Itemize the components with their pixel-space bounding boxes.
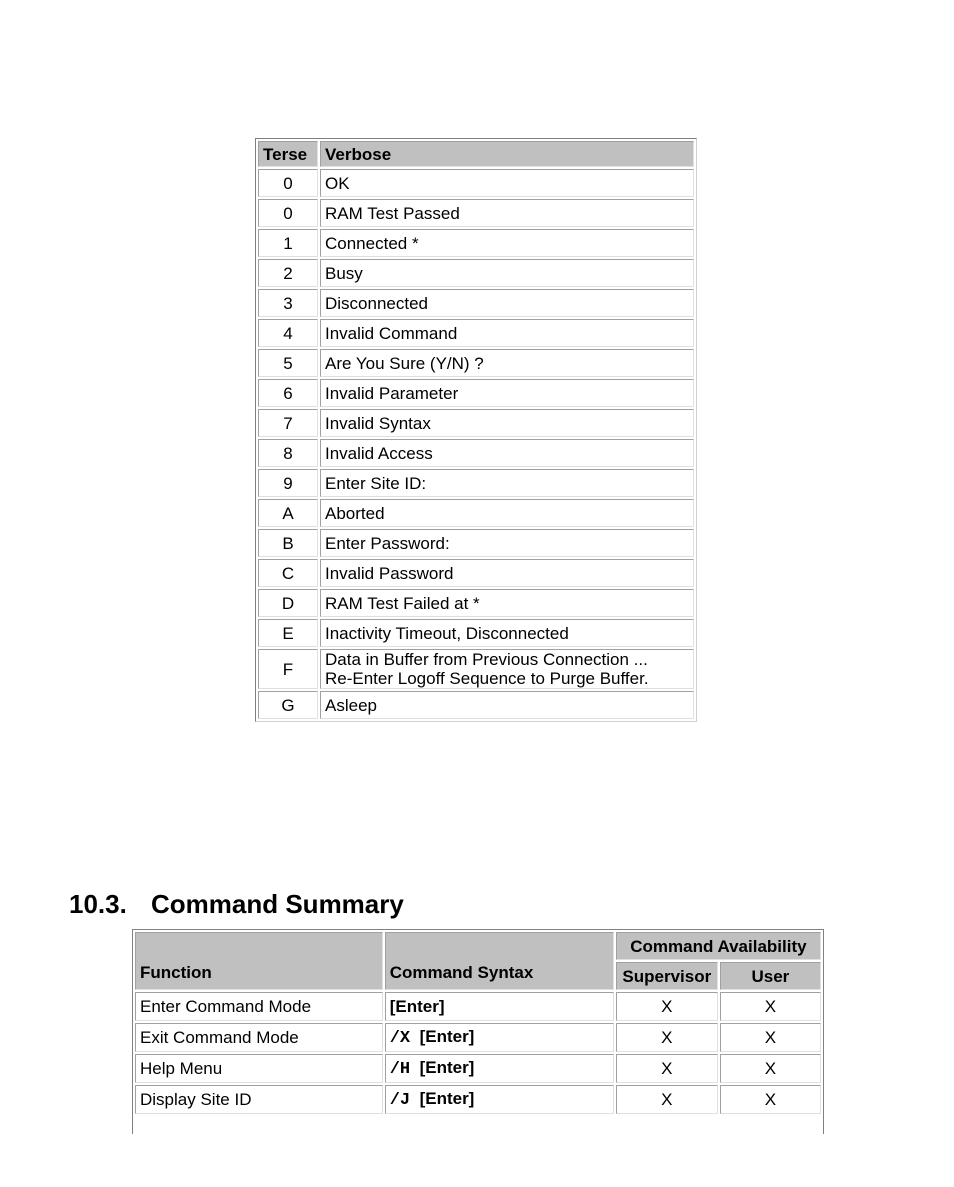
verbose-message: Aborted: [320, 499, 694, 527]
verbose-message: Enter Password:: [320, 529, 694, 557]
command-syntax: [385, 1023, 614, 1052]
command-summary-table: [133, 930, 823, 1116]
terse-code: 2: [258, 259, 318, 287]
table-row: [258, 349, 694, 377]
user-availability: X: [720, 1054, 821, 1083]
user-availability: X: [720, 1085, 821, 1114]
table-row: [258, 691, 694, 719]
table-row: [258, 409, 694, 437]
table-row: [135, 1085, 821, 1114]
terse-code: D: [258, 589, 318, 617]
result-codes-table: [255, 138, 697, 722]
table-row: [258, 199, 694, 227]
verbose-message: Invalid Syntax: [320, 409, 694, 437]
table-row: [258, 379, 694, 407]
table-row: [258, 289, 694, 317]
terse-code: A: [258, 499, 318, 527]
verbose-message: Invalid Command: [320, 319, 694, 347]
table-row: [258, 529, 694, 557]
result-codes-header-row: [258, 141, 694, 167]
section-number: 10.3.: [69, 889, 127, 919]
command-summary-frame: [132, 929, 824, 1134]
syntax-key: [Enter]: [389, 997, 445, 1016]
user-availability: X: [720, 1023, 821, 1052]
verbose-message: [320, 649, 694, 689]
table-row: [258, 259, 694, 287]
table-row: [258, 619, 694, 647]
verbose-message-line: Re-Enter Logoff Sequence to Purge Buffer.: [325, 669, 649, 688]
terse-code: 5: [258, 349, 318, 377]
table-row: [258, 229, 694, 257]
function-column-header: Function: [135, 932, 383, 990]
verbose-message: Inactivity Timeout, Disconnected: [320, 619, 694, 647]
syntax-key: [Enter]: [419, 1027, 475, 1046]
verbose-message: Enter Site ID:: [320, 469, 694, 497]
section-title: Command Summary: [151, 889, 404, 919]
verbose-message: Invalid Parameter: [320, 379, 694, 407]
syntax-command: /H: [389, 1060, 411, 1079]
verbose-message: RAM Test Failed at *: [320, 589, 694, 617]
verbose-column-header: Verbose: [320, 141, 694, 167]
terse-code: B: [258, 529, 318, 557]
terse-code: 8: [258, 439, 318, 467]
terse-code: 9: [258, 469, 318, 497]
table-row: [258, 499, 694, 527]
terse-code: 1: [258, 229, 318, 257]
syntax-column-header: Command Syntax: [385, 932, 614, 990]
verbose-message: Are You Sure (Y/N) ?: [320, 349, 694, 377]
supervisor-availability: X: [616, 1023, 718, 1052]
table-row: [258, 469, 694, 497]
supervisor-column-header: Supervisor: [616, 962, 718, 990]
supervisor-availability: X: [616, 1054, 718, 1083]
syntax-command: /J: [389, 1091, 411, 1110]
terse-code: C: [258, 559, 318, 587]
function-name: Display Site ID: [135, 1085, 383, 1114]
terse-code: G: [258, 691, 318, 719]
verbose-message: Disconnected: [320, 289, 694, 317]
table-row: [258, 649, 694, 689]
function-name: Enter Command Mode: [135, 992, 383, 1021]
supervisor-availability: X: [616, 992, 718, 1021]
terse-code: 6: [258, 379, 318, 407]
terse-code: 0: [258, 169, 318, 197]
table-row: [135, 1023, 821, 1052]
table-row: [258, 169, 694, 197]
syntax-command: /X: [389, 1029, 411, 1048]
command-syntax: [385, 1054, 614, 1083]
terse-code: 4: [258, 319, 318, 347]
terse-code: F: [258, 649, 318, 689]
table-row: [258, 589, 694, 617]
command-header-row: [135, 932, 821, 960]
verbose-message: Connected *: [320, 229, 694, 257]
table-row: [135, 1054, 821, 1083]
verbose-message: Invalid Password: [320, 559, 694, 587]
verbose-message-line: Data in Buffer from Previous Connection ...: [325, 650, 648, 669]
syntax-key: [Enter]: [419, 1089, 475, 1108]
verbose-message: Invalid Access: [320, 439, 694, 467]
command-syntax: [385, 1085, 614, 1114]
section-heading: [69, 888, 404, 920]
terse-code: 0: [258, 199, 318, 227]
supervisor-availability: X: [616, 1085, 718, 1114]
table-row: [258, 319, 694, 347]
availability-column-header: Command Availability: [616, 932, 821, 960]
syntax-key: [Enter]: [419, 1058, 475, 1077]
table-row: [135, 992, 821, 1021]
command-syntax: [385, 992, 614, 1021]
user-availability: X: [720, 992, 821, 1021]
verbose-message: RAM Test Passed: [320, 199, 694, 227]
verbose-message: OK: [320, 169, 694, 197]
table-row: [258, 559, 694, 587]
function-name: Help Menu: [135, 1054, 383, 1083]
terse-column-header: Terse: [258, 141, 318, 167]
user-column-header: User: [720, 962, 821, 990]
verbose-message: Busy: [320, 259, 694, 287]
terse-code: 3: [258, 289, 318, 317]
verbose-message: Asleep: [320, 691, 694, 719]
function-name: Exit Command Mode: [135, 1023, 383, 1052]
terse-code: E: [258, 619, 318, 647]
table-row: [258, 439, 694, 467]
terse-code: 7: [258, 409, 318, 437]
